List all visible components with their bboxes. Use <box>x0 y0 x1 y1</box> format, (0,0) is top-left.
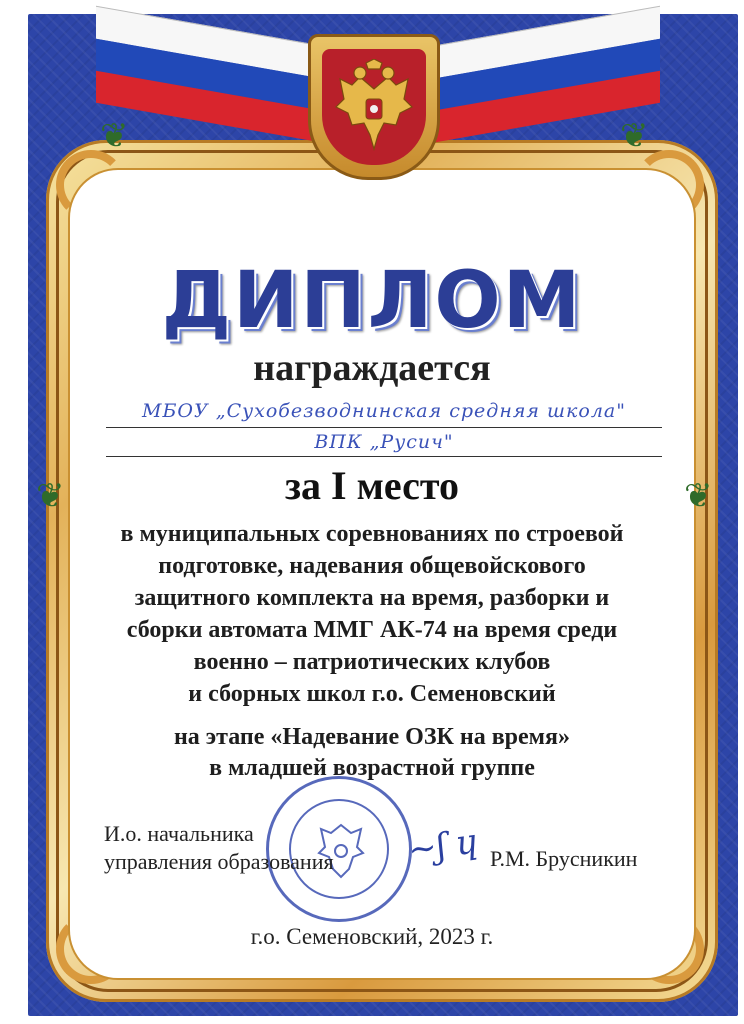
laurel-branch-icon: ❦ <box>620 118 649 155</box>
description-line: подготовке, надевания общевойскового <box>158 553 586 579</box>
awarded-label: награждается <box>253 347 491 389</box>
footer-place-date: г.о. Семеновский, 2023 г. <box>250 924 494 949</box>
recipient-line-2: ВПК „Русич" <box>314 431 454 453</box>
underline-1 <box>106 427 662 428</box>
description-line: военно – патриотических клубов <box>193 649 551 675</box>
laurel-branch-icon: ❦ <box>684 478 713 515</box>
signer-position: И.о. начальника управления образования <box>104 821 334 874</box>
place-text: за I место <box>284 463 459 508</box>
description-line: защитного комплекта на время, разборки и <box>134 585 610 611</box>
signature-scribble: ~ʃ ɥ <box>405 821 481 871</box>
description-line: в муниципальных соревнованиях по строевой <box>120 521 624 547</box>
description-line: и сборных школ г.о. Семеновский <box>188 681 556 707</box>
stage-line: в младшей возрастной группе <box>209 755 535 781</box>
stage-block <box>0 722 744 784</box>
description-block <box>0 518 744 710</box>
laurel-branch-icon: ❦ <box>36 478 65 515</box>
description-line: сборки автомата ММГ АК-74 на время среди <box>126 617 618 643</box>
double-headed-eagle-icon <box>330 59 418 155</box>
laurel-branch-icon: ❦ <box>100 118 129 155</box>
recipient-line-1: МБОУ „Сухобезводнинская средняя школа" <box>141 400 627 422</box>
coat-of-arms-shield <box>308 34 440 180</box>
diploma-title: ДИПЛОМ <box>161 256 583 346</box>
stage-line: на этапе «Надевание ОЗК на время» <box>173 724 571 750</box>
signer-name: Р.М. Брусникин <box>490 846 638 871</box>
underline-2 <box>106 456 662 457</box>
